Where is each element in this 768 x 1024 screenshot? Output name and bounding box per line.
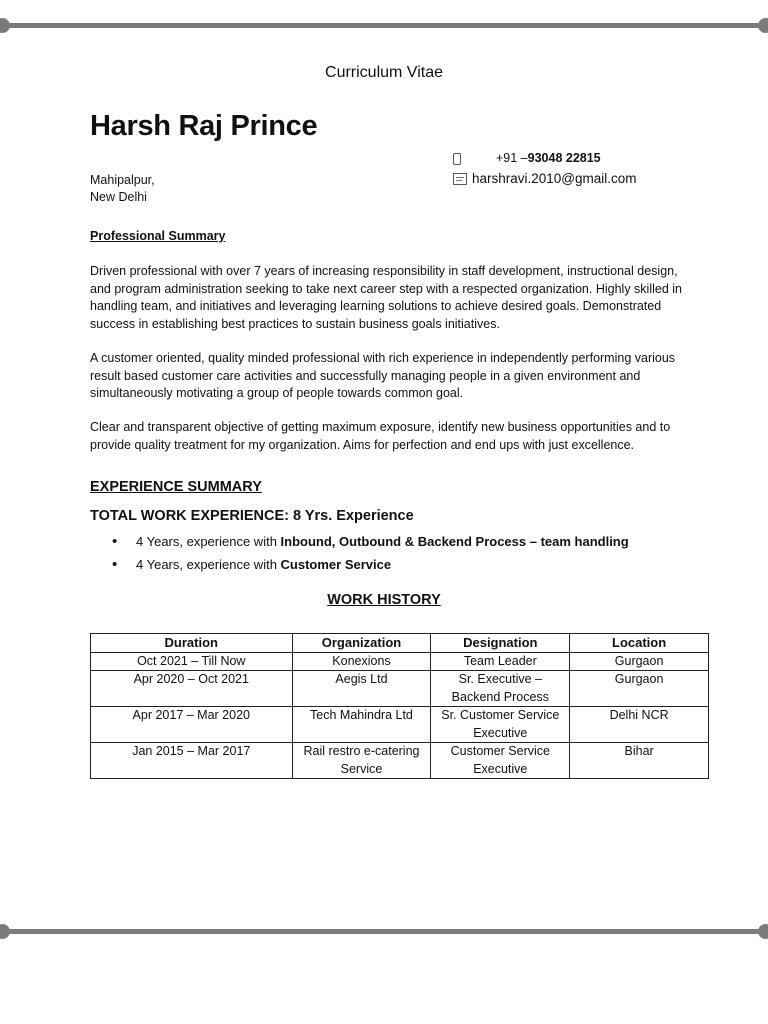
cell-duration: Apr 2017 – Mar 2020	[91, 707, 293, 743]
total-experience: TOTAL WORK EXPERIENCE: 8 Yrs. Experience	[90, 508, 414, 524]
cell-designation: Sr. Customer Service Executive	[431, 707, 570, 743]
experience-list	[112, 530, 629, 576]
work-history-heading: WORK HISTORY	[327, 592, 441, 608]
summary-paragraph-2: A customer oriented, quality minded professional with rich experience in independently performing various result based customer care activities and successfully managing people in a given environment and simultaneously motivating a group of people towards common goal.	[90, 351, 676, 400]
column-header-organization: Organization	[292, 634, 431, 653]
cell-organization: Tech Mahindra Ltd	[292, 707, 431, 743]
list-item-prefix: 4 Years, experience with	[136, 534, 281, 549]
cell-designation: Customer Service Executive	[431, 743, 570, 779]
top-divider	[0, 13, 768, 39]
email-icon	[453, 173, 467, 185]
cell-duration: Jan 2015 – Mar 2017	[91, 743, 293, 779]
cell-duration: Apr 2020 – Oct 2021	[91, 671, 293, 707]
cell-location: Gurgaon	[570, 671, 709, 707]
list-item-bold: Inbound, Outbound & Backend Process – team handling	[280, 534, 629, 549]
list-item-prefix: 4 Years, experience with	[136, 557, 281, 572]
table-row	[91, 743, 709, 779]
table-row	[91, 652, 709, 671]
list-item	[112, 530, 629, 553]
candidate-name: Harsh Raj Prince	[90, 110, 318, 142]
cell-duration: Oct 2021 – Till Now	[91, 652, 293, 671]
document-title: Curriculum Vitae	[325, 64, 443, 81]
cell-organization: Aegis Ltd	[292, 671, 431, 707]
experience-summary-heading: EXPERIENCE SUMMARY	[90, 479, 262, 495]
table-row	[91, 707, 709, 743]
cell-location: Bihar	[570, 743, 709, 779]
email-address[interactable]: harshravi.2010@gmail.com	[472, 171, 637, 186]
bottom-divider	[0, 919, 768, 945]
professional-summary-heading: Professional Summary	[90, 229, 226, 243]
summary-paragraph-1: Driven professional with over 7 years of increasing responsibility in staff development, instructional design, and program administration seeking to take next career step with a respected organization. Highly skilled in handling team, and initiatives and leveraging learning solutions to achieve desired goals. Demonstrated success in establishing best practices to sustain business goals initiatives.	[90, 264, 682, 331]
list-item	[112, 553, 629, 576]
address-line-2: New Delhi	[90, 190, 147, 204]
cell-organization: Konexions	[292, 652, 431, 671]
phone-number	[496, 151, 601, 165]
cell-designation: Sr. Executive – Backend Process	[431, 671, 570, 707]
cell-designation: Team Leader	[431, 652, 570, 671]
table-row	[91, 671, 709, 707]
summary-paragraph-3: Clear and transparent objective of getting maximum exposure, identify new business opportunities and to provide quality treatment for my organization. Aims for perfection and end ups with just excellence.	[90, 420, 671, 452]
column-header-location: Location	[570, 634, 709, 653]
work-history-table	[90, 633, 709, 779]
phone-digits: 93048 22815	[527, 151, 601, 165]
column-header-designation: Designation	[431, 634, 570, 653]
cell-organization: Rail restro e-catering Service	[292, 743, 431, 779]
address-line-1: Mahipalpur,	[90, 173, 155, 187]
address	[90, 172, 155, 206]
phone-icon	[453, 153, 461, 165]
phone-prefix: +91 –	[496, 151, 528, 165]
table-header-row	[91, 634, 709, 653]
cell-location: Gurgaon	[570, 652, 709, 671]
column-header-duration: Duration	[91, 634, 293, 653]
cell-location: Delhi NCR	[570, 707, 709, 743]
list-item-bold: Customer Service	[280, 557, 392, 572]
